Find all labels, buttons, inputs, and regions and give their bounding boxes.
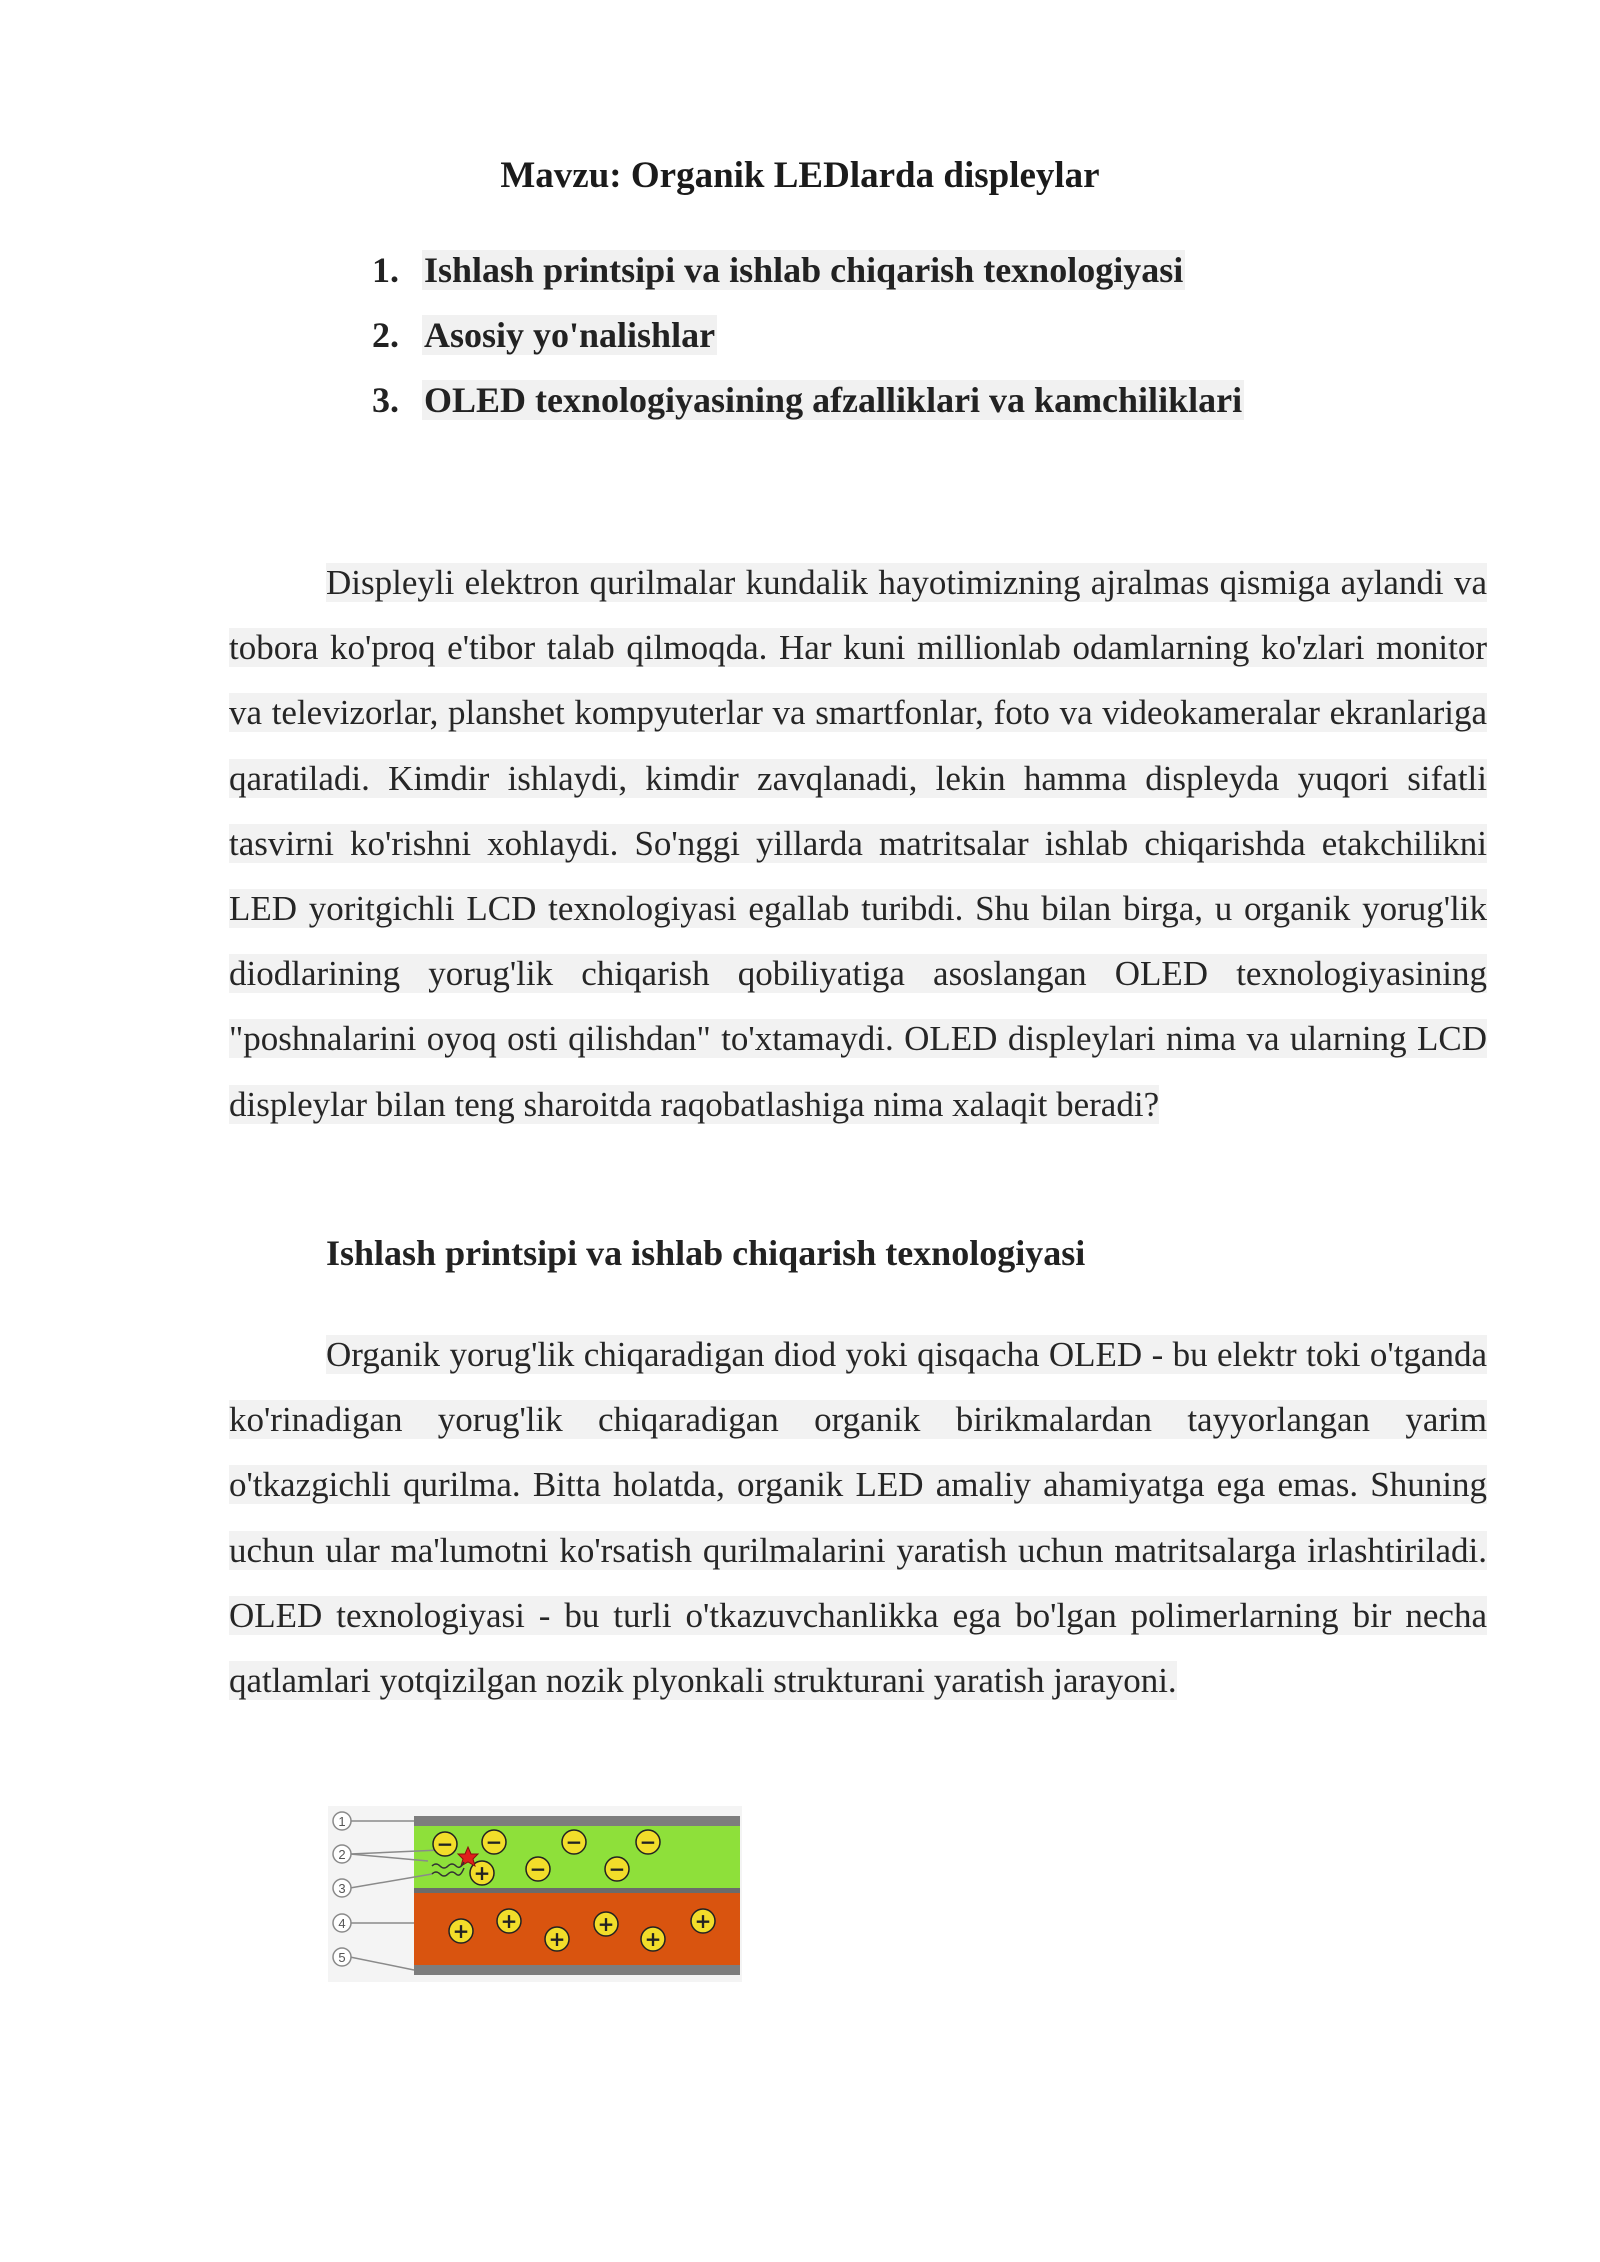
top-electrode-layer (414, 1816, 740, 1826)
electron-icon (526, 1857, 550, 1881)
toc-item (372, 368, 1244, 433)
hole-icon (691, 1909, 715, 1933)
svg-text:5: 5 (338, 1950, 346, 1965)
intro-paragraph (229, 550, 1487, 1137)
svg-text:1: 1 (338, 1814, 346, 1829)
svg-text:+: + (694, 1909, 712, 1933)
svg-text:−: − (565, 1830, 583, 1854)
svg-text:+: + (473, 1861, 491, 1885)
intro-paragraph-text: Displeyli elektron qurilmalar kundalik hayotimizning ajralmas qismiga aylandi va tobora ko'proq e'tibor talab qilmoqda. Har kuni millionlab odamlarning ko'zlari monitor va televizorlar, planshet kompyuterlar va smartfonlar, foto va videokameralar ekranlariga qaratiladi. Kimdir ishlaydi, kimdir zavqlanadi, lekin hamma displeyda yuqori sifatli tasvirni ko'rishni xohlaydi. So'nggi yillarda matritsalar ishlab chiqarishda etakchilikni LED yoritgichli LCD texnologiyasi egallab turibdi. Shu bilan birga, u organik yorug'lik diodlarining yorug'lik chiqarish qobiliyatiga asoslangan OLED texnologiyasining "poshnalarini oyoq osti qilishdan" to'xtamaydi. OLED displeylari nima va ularning LCD displeylar bilan teng sharoitda raqobatlashiga nima xalaqit beradi? (229, 563, 1487, 1124)
hole-icon (449, 1919, 473, 1943)
layer-label-4 (333, 1914, 351, 1932)
hole-icon (594, 1912, 618, 1936)
svg-text:−: − (608, 1857, 626, 1881)
svg-text:3: 3 (338, 1881, 346, 1896)
toc-item (372, 303, 1244, 368)
svg-text:−: − (436, 1832, 454, 1856)
electron-icon (636, 1830, 660, 1854)
electron-icon (433, 1832, 457, 1856)
svg-text:+: + (452, 1919, 470, 1943)
svg-text:4: 4 (338, 1916, 346, 1931)
toc-text: Ishlash printsipi va ishlab chiqarish texnologiyasi (424, 250, 1184, 290)
svg-text:+: + (597, 1912, 615, 1936)
oled-structure-diagram (328, 1806, 742, 1982)
svg-text:2: 2 (338, 1847, 346, 1862)
table-of-contents (372, 238, 1244, 433)
svg-text:−: − (485, 1830, 503, 1854)
toc-text: OLED texnologiyasining afzalliklari va kamchiliklari (424, 380, 1243, 420)
electron-icon (605, 1857, 629, 1881)
principle-paragraph-text: Organik yorug'lik chiqaradigan diod yoki qisqacha OLED - bu elektr toki o'tganda ko'rinadigan yorug'lik chiqaradigan organik birikmalardan tayyorlangan yarim o'tkazgichli qurilma. Bitta holatda, organik LED amaliy ahamiyatga ega emas. Shuning uchun ular ma'lumotni ko'rsatish qurilmalarini yaratish uchun matritsalarga irlashtiriladi. OLED texnologiyasi - bu turli o'tkazuvchanlikka ega bo'lgan polimerlarning bir necha qatlamlari yotqizilgan nozik plyonkali strukturani yaratish jarayoni. (229, 1335, 1487, 1701)
layer-label-5 (333, 1948, 351, 1966)
principle-paragraph (229, 1322, 1487, 1713)
svg-text:−: − (639, 1830, 657, 1854)
bottom-electrode-layer (414, 1965, 740, 1975)
toc-number: 2. (372, 315, 399, 355)
svg-text:−: − (529, 1857, 547, 1881)
document-title: Mavzu: Organik LEDlarda displeylar (500, 155, 1100, 196)
svg-text:+: + (644, 1927, 662, 1951)
svg-text:+: + (500, 1909, 518, 1933)
section-heading: Ishlash printsipi va ishlab chiqarish texnologiyasi (326, 1233, 1086, 1273)
layer-label-2 (333, 1845, 351, 1863)
hole-icon (641, 1927, 665, 1951)
layer-divider (414, 1888, 740, 1893)
toc-number: 1. (372, 250, 399, 290)
electron-icon (562, 1830, 586, 1854)
svg-text:+: + (548, 1927, 566, 1951)
layer-label-1 (333, 1812, 351, 1830)
toc-text: Asosiy yo'nalishlar (424, 315, 716, 355)
toc-item (372, 238, 1244, 303)
hole-icon (545, 1927, 569, 1951)
toc-number: 3. (372, 380, 399, 420)
hole-icon (497, 1909, 521, 1933)
electron-icon (482, 1830, 506, 1854)
layer-label-3 (333, 1879, 351, 1897)
